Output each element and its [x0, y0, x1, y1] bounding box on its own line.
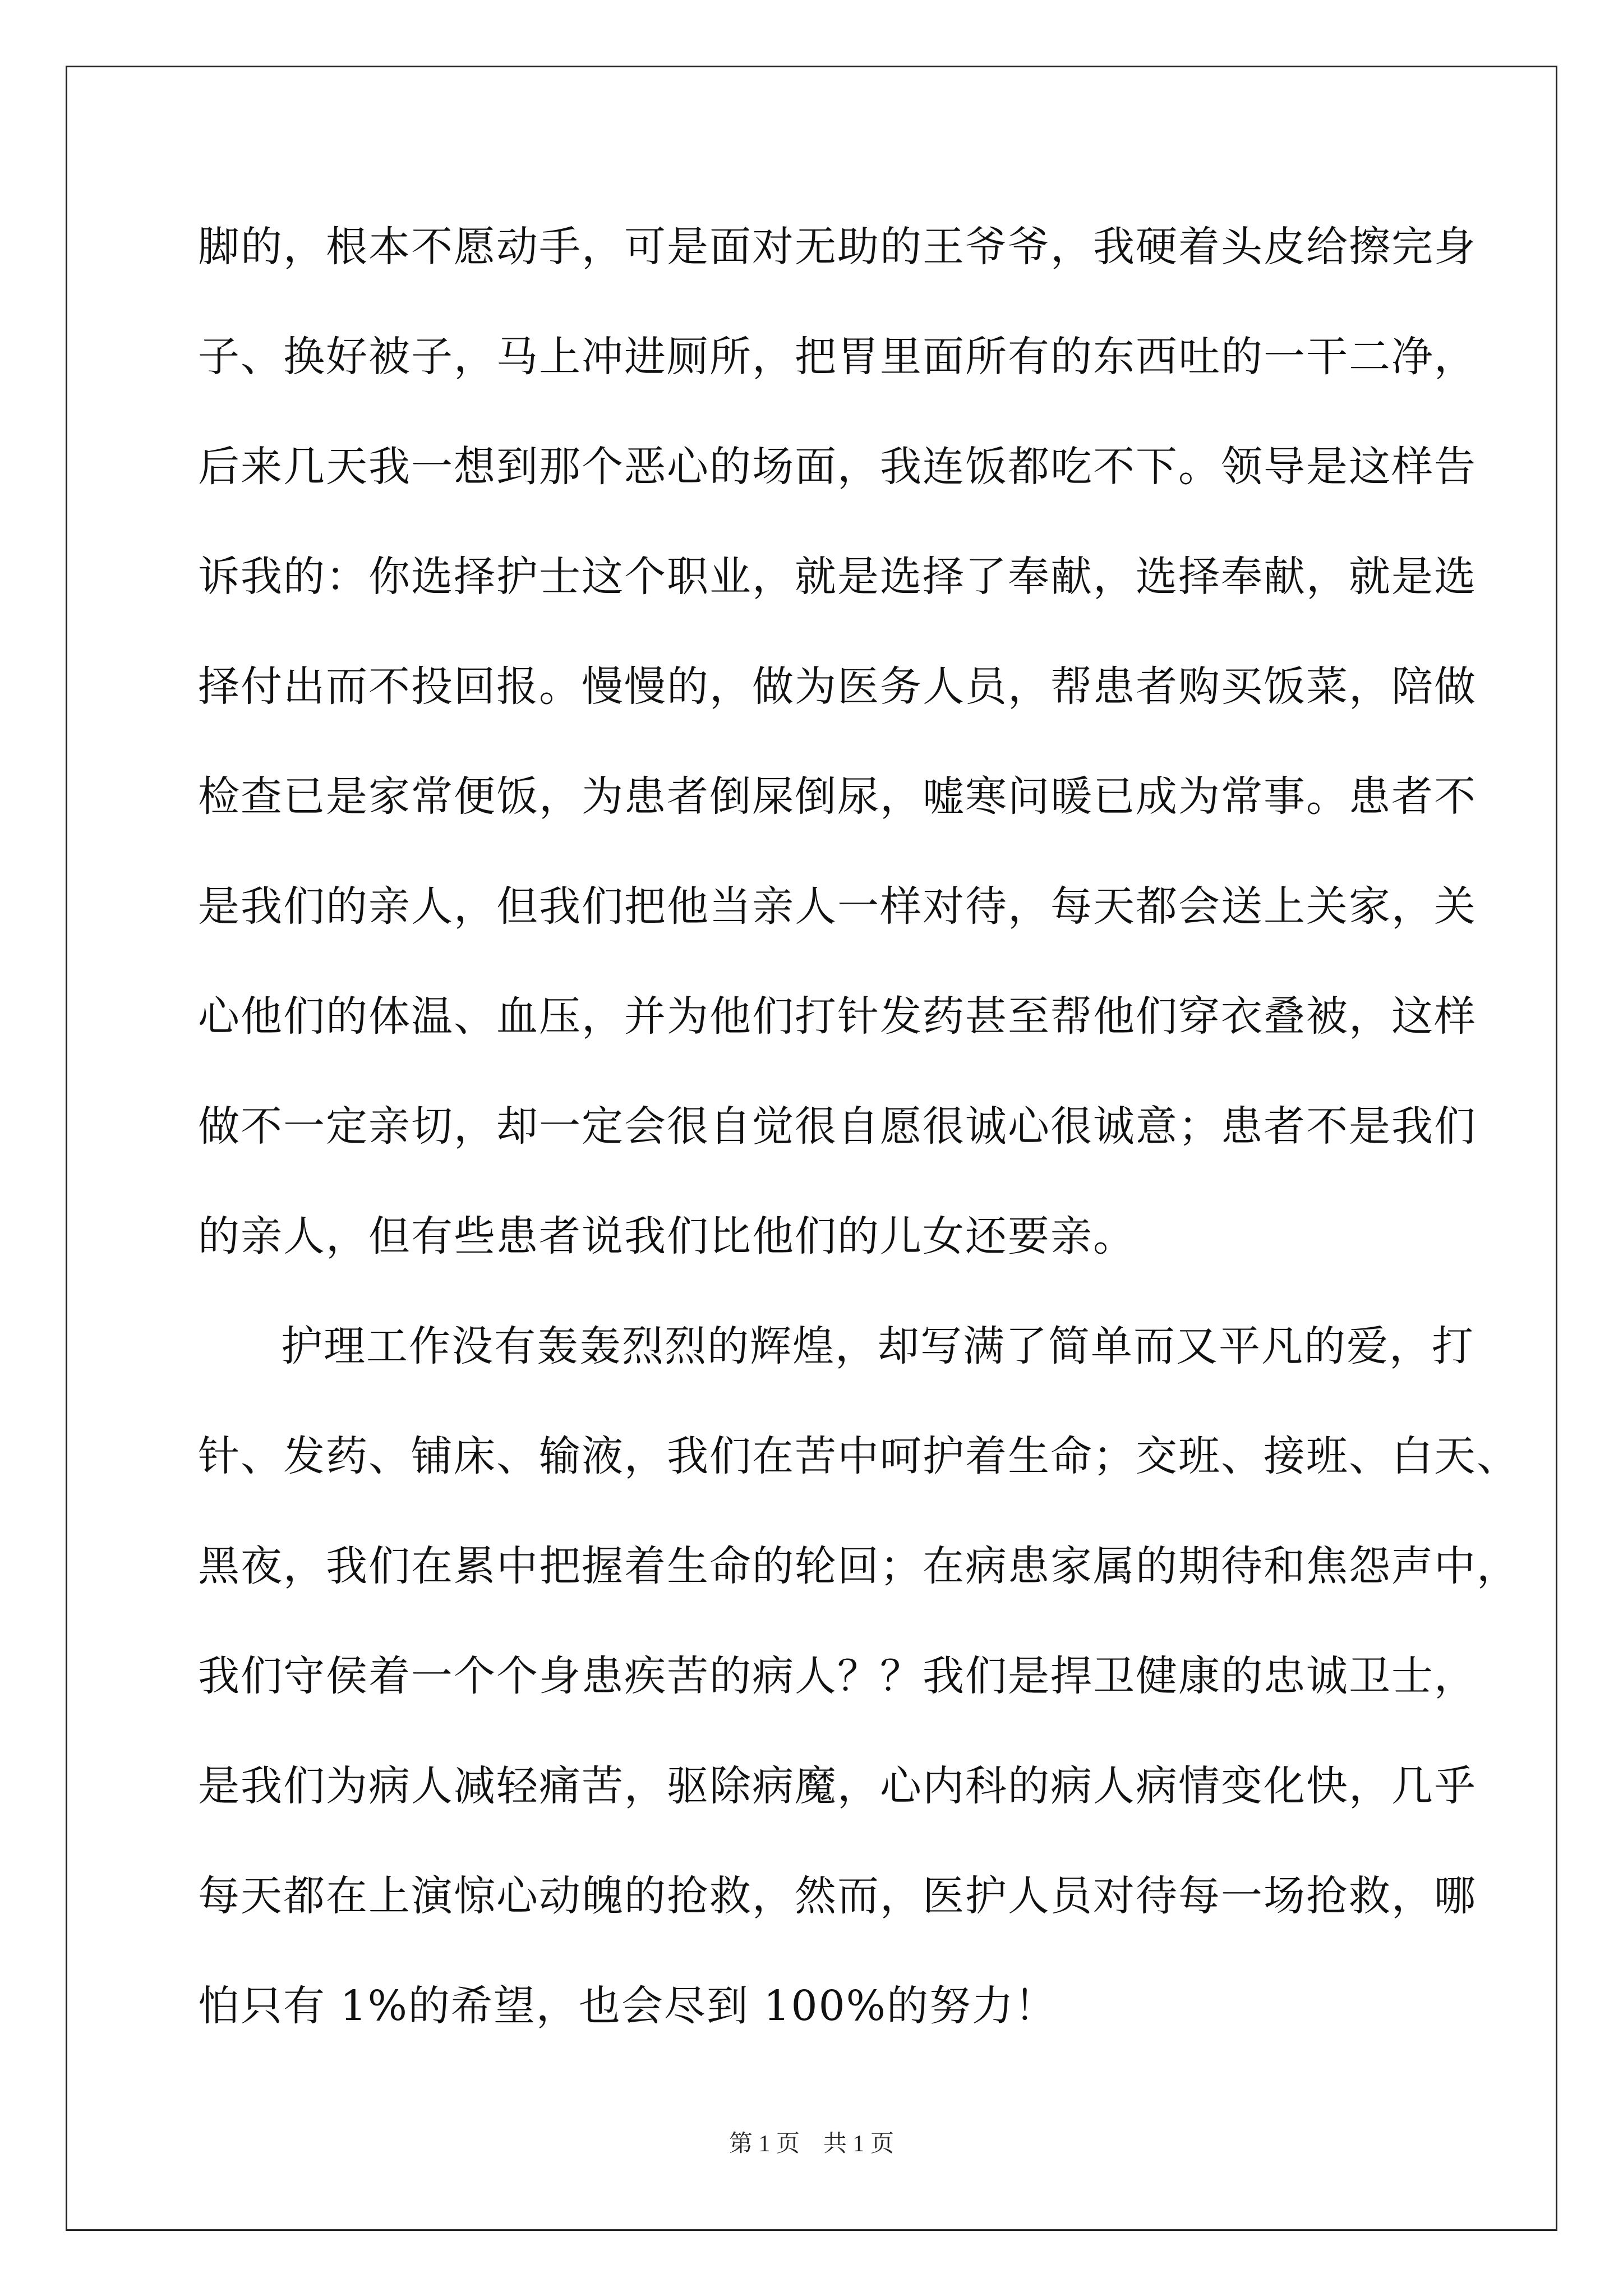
text-line: 是我们为病人减轻痛苦，驱除病魔，心内科的病人病情变化快，几乎 [198, 1762, 1477, 1810]
text-line: 心他们的体温、血压，并为他们打针发药甚至帮他们穿衣叠被，这样 [198, 992, 1477, 1041]
text-line: 是我们的亲人，但我们把他当亲人一样对待，每天都会送上关家，关 [198, 882, 1477, 931]
paragraph-start-line: 护理工作没有轰轰烈烈的辉煌，却写满了简单而又平凡的爱，打 [281, 1322, 1474, 1370]
text-line: 脚的，根本不愿动手，可是面对无助的王爷爷，我硬着头皮给擦完身 [198, 223, 1477, 271]
text-line: 诉我的：你选择护士这个职业，就是选择了奉献，选择奉献，就是选 [198, 553, 1477, 601]
text-line: 怕只有 1%的希望，也会尽到 100%的努力！ [198, 1982, 1057, 2030]
text-line: 针、发药、铺床、输液，我们在苦中呵护着生命；交班、接班、白天、 [198, 1432, 1519, 1480]
text-line: 做不一定亲切，却一定会很自觉很自愿很诚心很诚意；患者不是我们 [198, 1102, 1477, 1151]
page-footer: 第 1 页 共 1 页 [728, 2131, 894, 2157]
text-line: 黑夜，我们在累中把握着生命的轮回；在病患家属的期待和焦怨声中， [198, 1542, 1519, 1590]
text-line: 检查已是家常便饭，为患者倒屎倒尿，嘘寒问暖已成为常事。患者不 [198, 772, 1477, 821]
text-line: 的亲人，但有些患者说我们比他们的儿女还要亲。 [198, 1212, 1136, 1260]
text-line: 每天都在上演惊心动魄的抢救，然而，医护人员对待每一场抢救，哪 [198, 1872, 1477, 1920]
document-body [198, 213, 1519, 2082]
text-line: 择付出而不投回报。慢慢的，做为医务人员，帮患者购买饭菜，陪做 [198, 662, 1477, 711]
text-line: 后来几天我一想到那个恶心的场面，我连饭都吃不下。领导是这样告 [198, 443, 1477, 491]
text-line: 子、换好被子，马上冲进厕所，把胃里面所有的东西吐的一干二净， [198, 333, 1477, 381]
text-line: 我们守侯着一个个身患疾苦的病人？？我们是捍卫健康的忠诚卫士， [198, 1652, 1477, 1700]
